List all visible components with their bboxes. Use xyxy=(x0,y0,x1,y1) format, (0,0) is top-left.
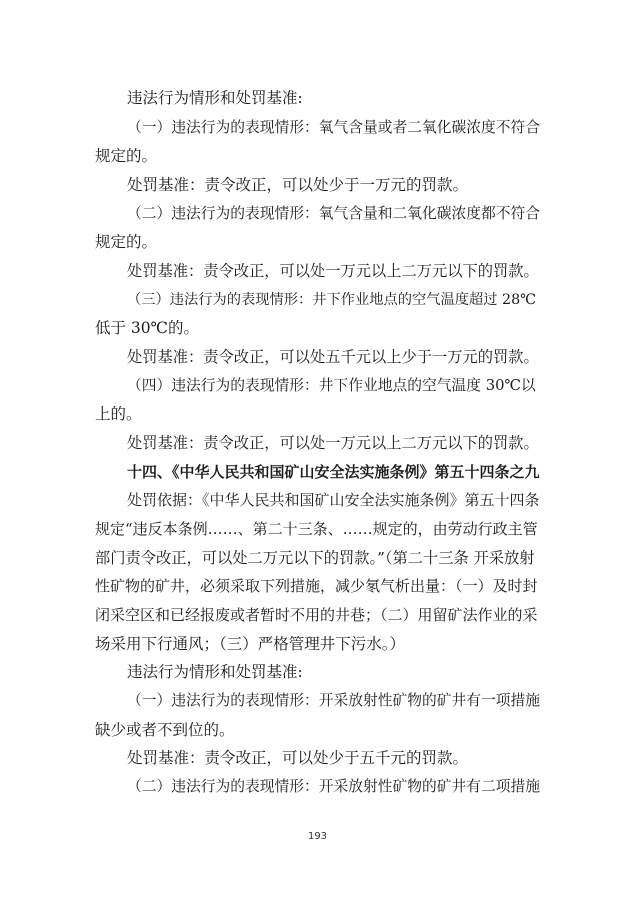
section-heading-violation-standards: 违法行为情形和处罚基准: xyxy=(127,89,303,107)
paragraph-line: （一）违法行为的表现情形：氧气含量或者二氧化碳浓度不符合 xyxy=(127,119,540,136)
paragraph-line: 闭采空区和已经报废或者暂时不用的井巷；（二）用留矿法作业的采 xyxy=(95,606,538,624)
paragraph-line: 规定的。 xyxy=(95,147,158,165)
paragraph-line: 处罚基准：责令改正，可以处少于五千元的罚款。 xyxy=(127,749,469,767)
paragraph-line: 处罚基准：责令改正，可以处少于一万元的罚款。 xyxy=(127,176,469,194)
paragraph-line: 处罚基准：责令改正，可以处一万元以上二万元以下的罚款。 xyxy=(127,434,539,452)
paragraph-line: 规定的。 xyxy=(95,233,158,251)
paragraph-line: （一）违法行为的表现情形：开采放射性矿物的矿井有一项措施 xyxy=(127,692,540,709)
paragraph-line: 性矿物的矿井，必须采取下列措施，减少氡气析出量：（一）及时封 xyxy=(95,577,538,595)
paragraph-line: 上的。 xyxy=(95,405,142,423)
paragraph-line: （二）违法行为的表现情形：开采放射性矿物的矿井有二项措施 xyxy=(127,778,540,795)
paragraph-line: 场采用下行通风；（三）严格管理井下污水。） xyxy=(95,635,406,653)
paragraph-line: 处罚基准：责令改正，可以处一万元以上二万元以下的罚款。 xyxy=(127,262,539,280)
paragraph-line: （四）违法行为的表现情形：井下作业地点的空气温度 30℃以 xyxy=(127,377,536,394)
paragraph-line: 部门责令改正，可以处二万元以下的罚款。”（第二十三条 开采放射 xyxy=(95,549,535,567)
paragraph-line: 处罚依据：《中华人民共和国矿山安全法实施条例》第五十四条 xyxy=(127,491,540,509)
section-title: 十四、《中华人民共和国矿山安全法实施条例》第五十四条之九 xyxy=(127,463,540,481)
paragraph-line: 处罚基准：责令改正，可以处五千元以上少于一万元的罚款。 xyxy=(127,348,539,366)
paragraph-line: 规定“违反本条例……、第二十三条、……规定的，由劳动行政主管 xyxy=(95,520,538,538)
page-number: 193 xyxy=(307,831,328,842)
section-heading-violation-standards: 违法行为情形和处罚基准: xyxy=(127,663,303,681)
paragraph-line: （二）违法行为的表现情形：氧气含量和二氧化碳浓度都不符合 xyxy=(127,205,540,222)
paragraph-line: 缺少或者不到位的。 xyxy=(95,721,235,739)
paragraph-line: 低于 30℃的。 xyxy=(95,319,199,337)
paragraph-line: （三）违法行为的表现情形：井下作业地点的空气温度超过 28℃ xyxy=(127,292,537,308)
